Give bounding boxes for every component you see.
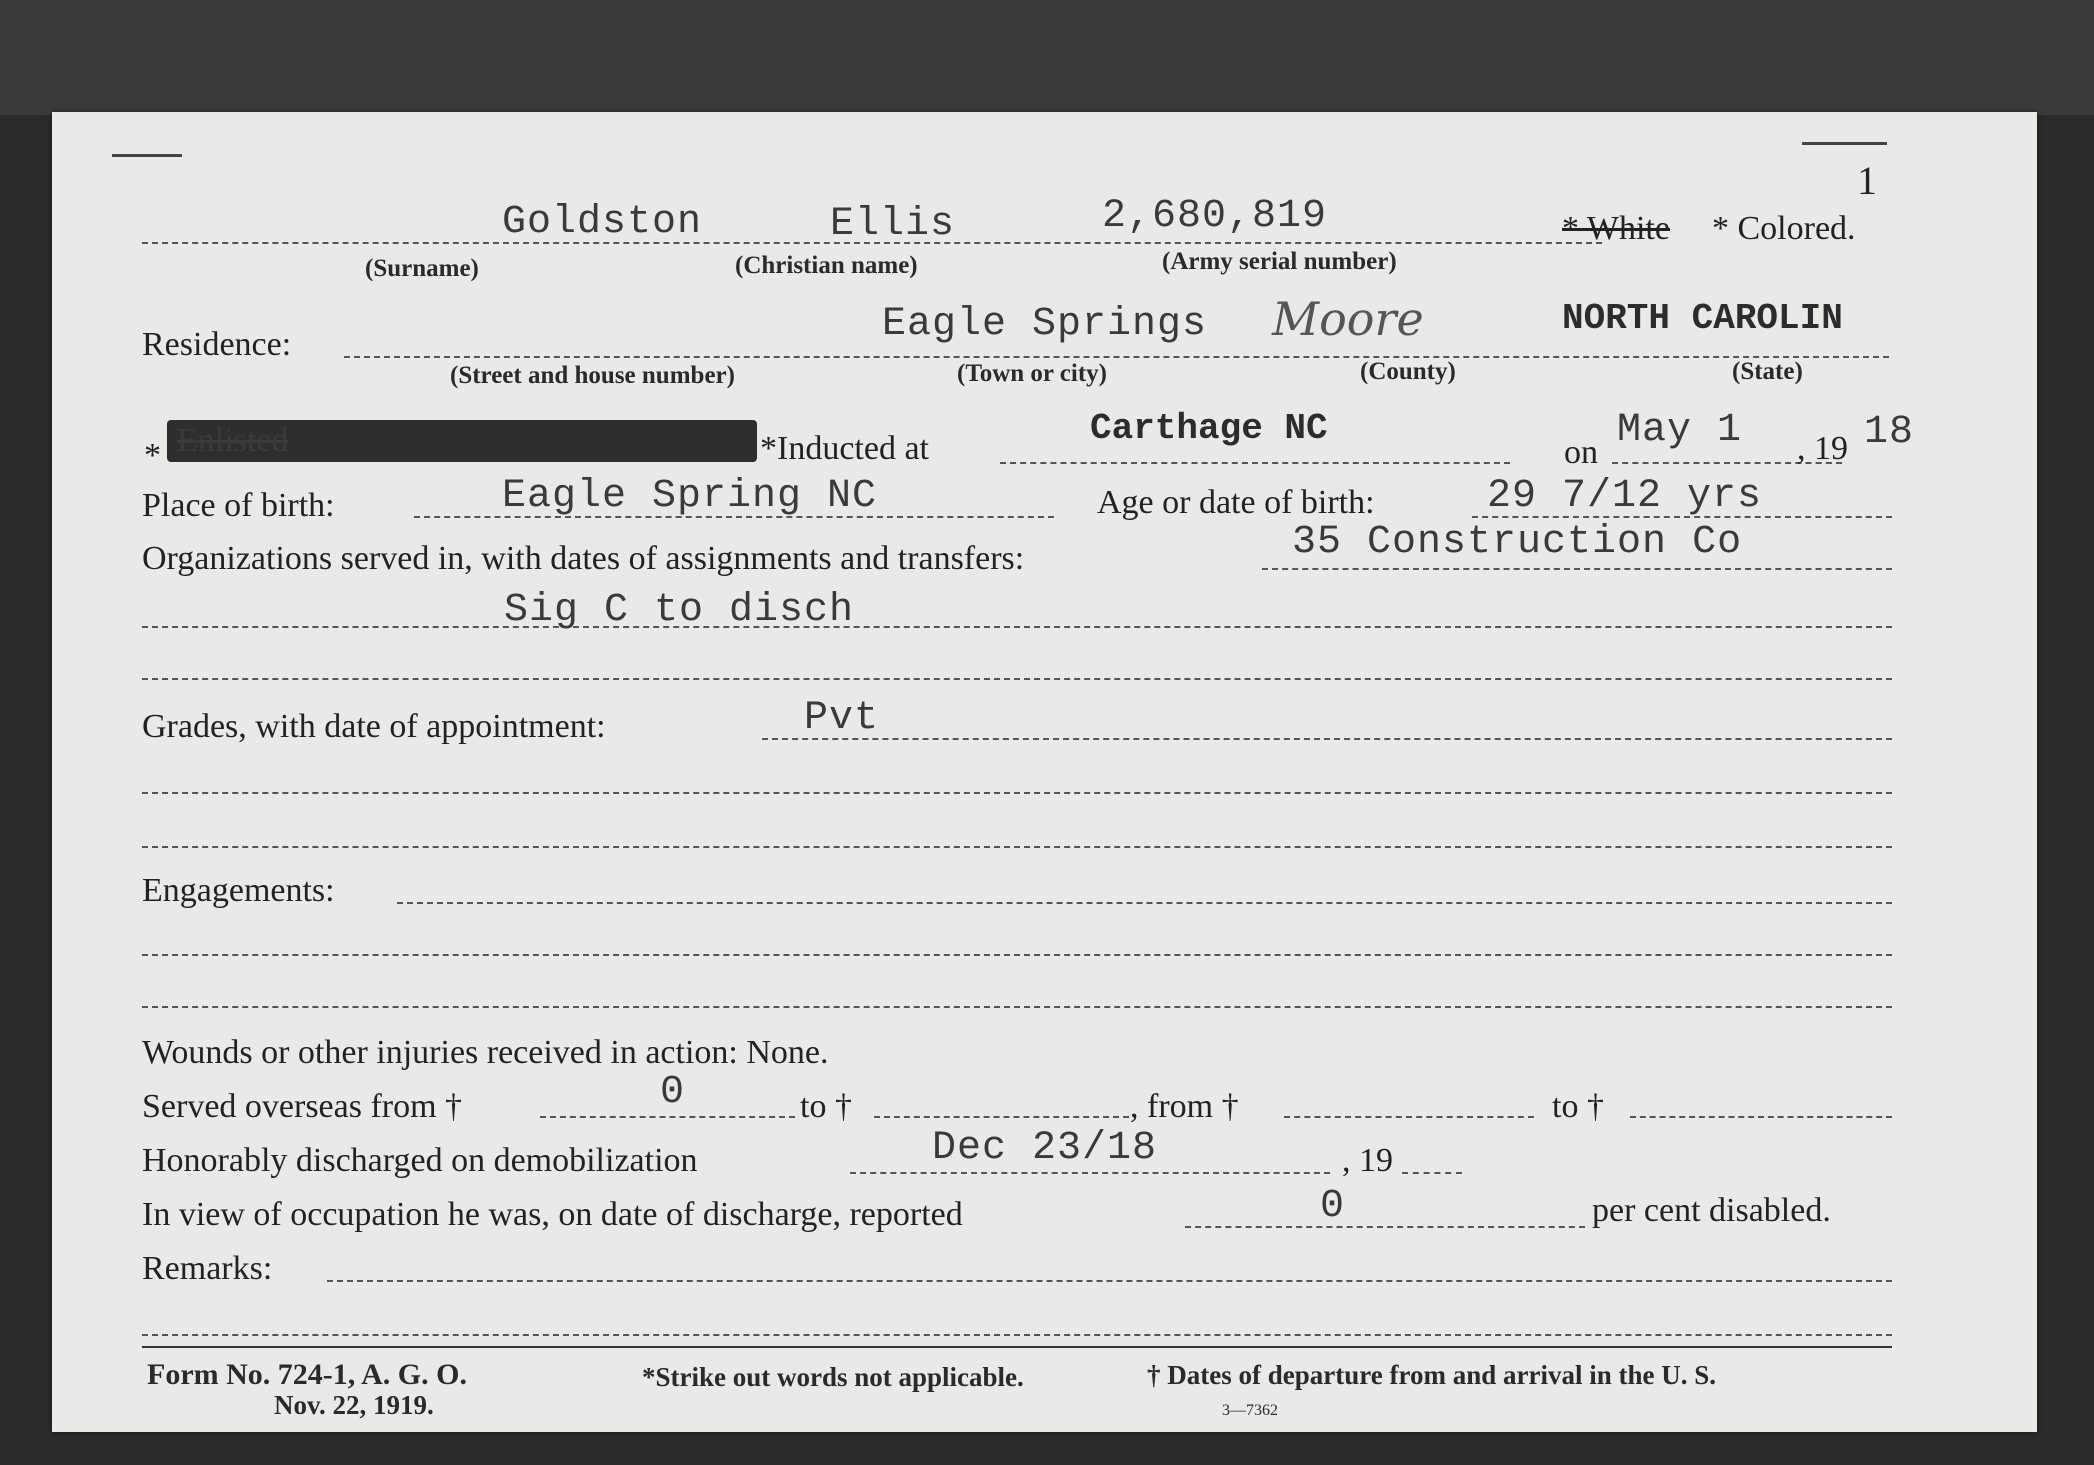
christian-name-value: Ellis [830,202,956,247]
inducted-year-prefix: , 19 [1797,430,1848,467]
inducted-on-label: on [1564,434,1598,471]
strike-note: *Strike out words not applicable. [642,1362,1024,1392]
grades-label: Grades, with date of appointment: [142,708,606,745]
overseas-from-label-2: , from † [1130,1088,1239,1125]
organizations-value-2: Sig C to disch [504,588,855,633]
inducted-at-line [1000,462,1510,464]
organizations-line-2 [142,626,1892,628]
race-white-label [1562,210,1670,248]
overseas-to-label-1: to † [800,1088,852,1125]
serial-number-value: 2,680,819 [1102,194,1328,239]
overseas-from-label: Served overseas from † [142,1088,463,1125]
scanner-background [0,0,2094,115]
surname-value: Goldston [502,200,703,245]
engagements-line-1 [397,902,1892,904]
engagements-line-2 [142,954,1892,956]
christian-name-caption: (Christian name) [735,252,918,279]
overseas-to-line-1 [874,1116,1129,1118]
discharge-year-line [1402,1172,1462,1174]
card-number: 1 [1857,158,1877,203]
inducted-year-value: 18 [1864,410,1915,455]
inducted-date-value: May 1 [1617,408,1743,453]
residence-line [344,356,1889,358]
discharge-date-line [850,1172,1330,1174]
street-caption: (Street and house number) [450,362,735,389]
dates-note: † Dates of departure from and arrival in the U. S. [1147,1360,1716,1390]
age-label: Age or date of birth: [1097,484,1375,521]
town-caption: (Town or city) [957,360,1107,387]
disability-line [1185,1226,1585,1228]
discharge-date-value: Dec 23/18 [932,1126,1158,1171]
engagements-label: Engagements: [142,872,335,909]
remarks-label: Remarks: [142,1250,273,1287]
print-code: 3—7362 [1222,1402,1278,1419]
service-record-card [52,112,2037,1432]
footer-rule [142,1346,1892,1348]
residence-label: Residence: [142,326,292,363]
race-white-text: * White [1562,210,1670,247]
organizations-line-3 [142,678,1892,680]
age-value: 29 7/12 yrs [1487,474,1763,519]
serial-caption: (Army serial number) [1162,248,1397,275]
disability-label: In view of occupation he was, on date of discharge, reported [142,1196,963,1233]
overseas-from-line-2 [1284,1116,1534,1118]
birth-place-label: Place of birth: [142,487,335,524]
residence-state-value: NORTH CAROLIN [1562,298,1843,339]
grades-line-2 [142,792,1892,794]
form-date: Nov. 22, 1919. [274,1390,434,1420]
remarks-line-2 [142,1334,1892,1336]
top-right-rule [1802,142,1887,145]
organizations-line-1 [1262,568,1892,570]
inducted-at-value: Carthage NC [1090,408,1328,449]
state-caption: (State) [1732,358,1803,385]
discharge-label: Honorably discharged on demobilization [142,1142,698,1179]
overseas-from-line [540,1116,795,1118]
engagements-line-3 [142,1006,1892,1008]
race-colored-label: * Colored. [1712,210,1856,247]
top-left-rule [112,154,182,157]
organizations-value-1: 35 Construction Co [1292,520,1743,565]
residence-town-value: Eagle Springs [882,302,1208,347]
grades-line-3 [142,846,1892,848]
county-caption: (County) [1360,358,1456,385]
overseas-from-value: 0 [660,1070,686,1115]
remarks-line-1 [327,1280,1892,1282]
enlisted-label: Enlisted [177,422,289,459]
inducted-at-label: *Inducted at [760,430,929,467]
overseas-to-label-2: to † [1552,1088,1604,1125]
birth-place-value: Eagle Spring NC [502,474,878,519]
disability-value: 0 [1320,1184,1346,1229]
wounds-label: Wounds or other injuries received in action: None. [142,1034,829,1071]
disability-suffix: per cent disabled. [1592,1192,1831,1229]
residence-county-value: Moore [1272,292,1424,346]
organizations-label: Organizations served in, with dates of assignments and transfers: [142,540,1025,577]
form-number: Form No. 724-1, A. G. O. [147,1358,467,1391]
grades-value: Pvt [804,696,880,741]
discharge-year-suffix: , 19 [1342,1142,1393,1179]
name-line [142,242,1602,244]
surname-caption: (Surname) [365,255,479,282]
overseas-to-line-2 [1630,1116,1892,1118]
grades-line-1 [762,738,1892,740]
enlisted-asterisk: * [144,437,161,474]
